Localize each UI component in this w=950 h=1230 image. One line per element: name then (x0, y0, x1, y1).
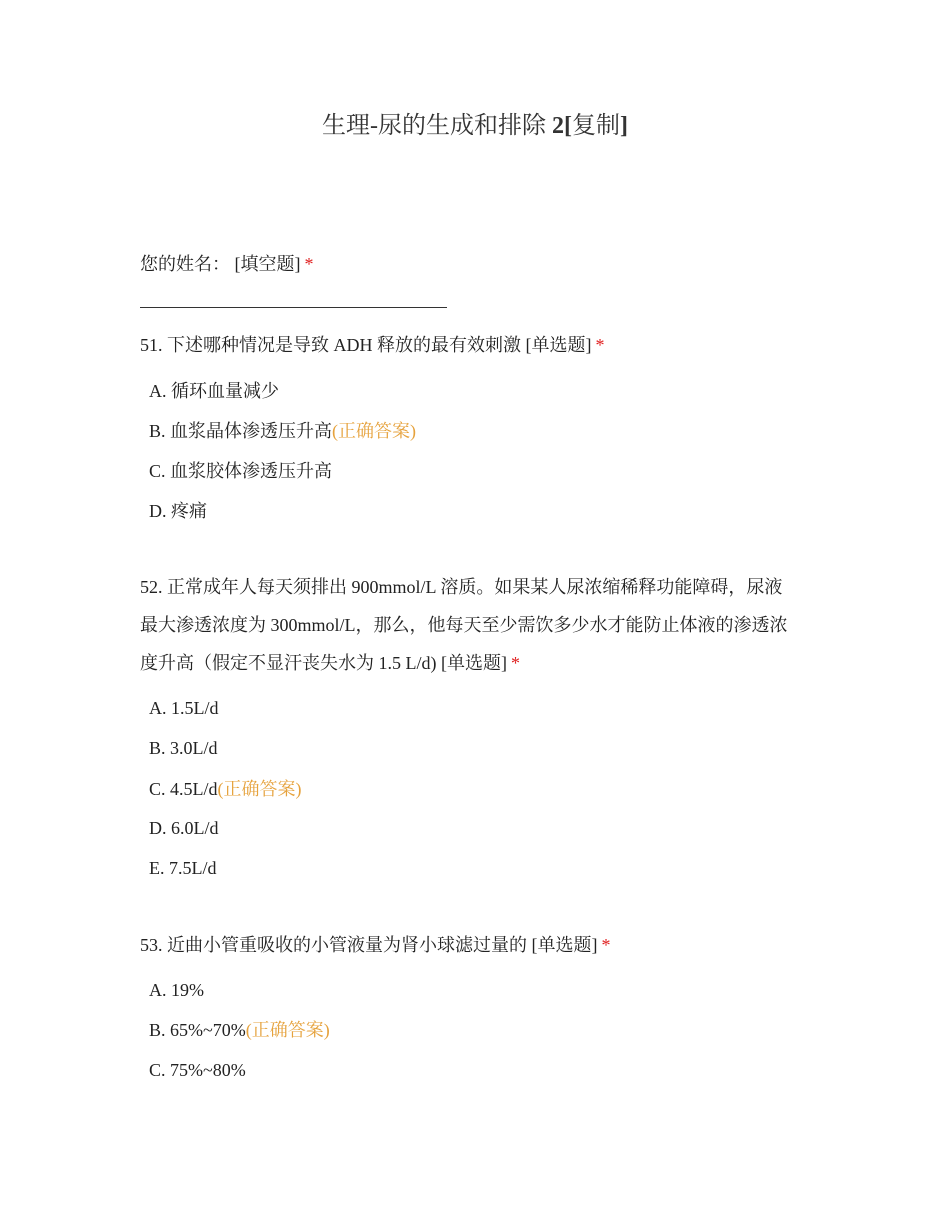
title-main: 生理-尿的生成和排除 (322, 113, 546, 139)
correct-answer-tag: (正确答案) (245, 1020, 330, 1040)
question-53-text: 53. 近曲小管重吸收的小管液量为肾小球滤过量的 (140, 935, 527, 955)
option-52-c[interactable]: C. 4.5L/d(正确答案) (149, 779, 302, 799)
option-53-b[interactable]: B. 65%~70%(正确答案) (149, 1020, 330, 1040)
question-51-text: 51. 下述哪种情况是导致 ADH 释放的最有效刺激 (140, 335, 521, 355)
name-question-label: 您的姓名： (140, 254, 230, 274)
correct-answer-tag: (正确答案) (332, 421, 417, 441)
correct-answer-tag: (正确答案) (217, 779, 302, 799)
question-53 (140, 926, 820, 964)
option-52-d[interactable]: D. 6.0L/d (149, 818, 219, 838)
required-mark: * (595, 335, 605, 355)
option-51-a[interactable]: A. 循环血量减少 (149, 381, 279, 401)
question-52-type: [单选题] (441, 653, 507, 673)
question-52-line-1: 52. 正常成年人每天须排出 900mmol/L 溶质。如果某人尿浓缩稀释功能障碍，尿液 (140, 577, 783, 597)
name-question (140, 245, 820, 283)
name-question-type: [填空题] (234, 254, 301, 274)
option-51-c[interactable]: C. 血浆胶体渗透压升高 (149, 461, 333, 481)
question-53-type: [单选题] (531, 935, 598, 955)
option-53-c[interactable]: C. 75%~80% (149, 1060, 246, 1080)
option-52-e[interactable]: E. 7.5L/d (149, 858, 217, 878)
option-53-a[interactable]: A. 19% (149, 980, 204, 1000)
required-mark: * (511, 653, 520, 673)
question-52-line-3: 度升高（假定不显汗丧失水为 1.5 L/d) [单选题] * (140, 653, 520, 673)
question-52 (140, 568, 820, 682)
question-52-line-2: 最大渗透浓度为 300mmol/L，那么，他每天至少需饮多少水才能防止体液的渗透浓 (140, 615, 788, 635)
name-answer-line[interactable] (140, 307, 447, 308)
title-copy: 复制 (572, 113, 620, 139)
option-51-b[interactable]: B. 血浆晶体渗透压升高(正确答案) (149, 421, 417, 441)
question-51 (140, 326, 820, 364)
required-mark: * (304, 254, 314, 274)
option-51-d[interactable]: D. 疼痛 (149, 501, 207, 521)
required-mark: * (601, 935, 611, 955)
title-bracket: ] (620, 113, 628, 139)
question-51-type: [单选题] (525, 335, 592, 355)
title-number: 2[ (552, 113, 572, 139)
page-title (0, 108, 950, 144)
option-52-a[interactable]: A. 1.5L/d (149, 698, 219, 718)
option-52-b[interactable]: B. 3.0L/d (149, 738, 218, 758)
